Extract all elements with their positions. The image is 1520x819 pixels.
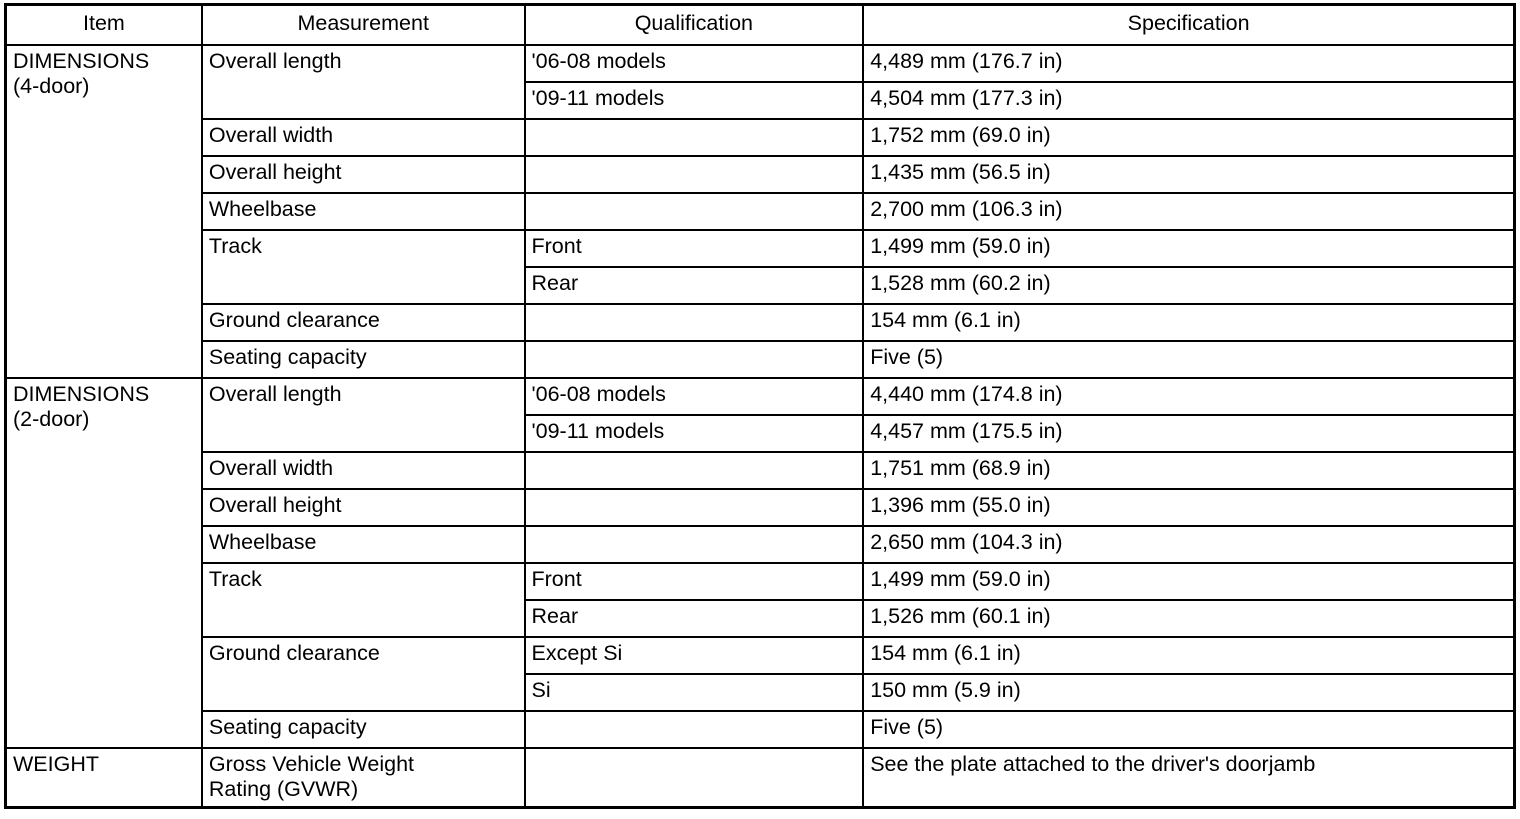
table-row bbox=[6, 637, 1515, 674]
qualification-cell: '06-08 models bbox=[525, 378, 864, 415]
table-row bbox=[6, 711, 1515, 748]
specification-cell: Five (5) bbox=[863, 341, 1514, 378]
qualification-cell: Rear bbox=[525, 600, 864, 637]
measurement-wheelbase: Wheelbase bbox=[202, 526, 525, 563]
specification-cell: 154 mm (6.1 in) bbox=[863, 304, 1514, 341]
specification-cell: 4,489 mm (176.7 in) bbox=[863, 45, 1514, 82]
specification-cell: 1,499 mm (59.0 in) bbox=[863, 563, 1514, 600]
measurement-seating-capacity: Seating capacity bbox=[202, 711, 525, 748]
qualification-cell bbox=[525, 156, 864, 193]
specification-cell: 154 mm (6.1 in) bbox=[863, 637, 1514, 674]
item-label-line2: (2-door) bbox=[13, 406, 90, 431]
table-row bbox=[6, 341, 1515, 378]
item-label-line1: DIMENSIONS bbox=[13, 381, 150, 406]
measurement-overall-length: Overall length bbox=[202, 378, 525, 452]
qualification-cell: Except Si bbox=[525, 637, 864, 674]
measurement-overall-width: Overall width bbox=[202, 119, 525, 156]
qualification-cell: Si bbox=[525, 674, 864, 711]
table-row bbox=[6, 156, 1515, 193]
qualification-cell bbox=[525, 526, 864, 563]
measurement-gvwr bbox=[202, 748, 525, 808]
specification-cell: 1,435 mm (56.5 in) bbox=[863, 156, 1514, 193]
measurement-track: Track bbox=[202, 563, 525, 637]
qualification-cell: '06-08 models bbox=[525, 45, 864, 82]
specification-cell: 4,504 mm (177.3 in) bbox=[863, 82, 1514, 119]
item-dimensions-4door bbox=[6, 45, 202, 378]
specification-cell: 4,440 mm (174.8 in) bbox=[863, 378, 1514, 415]
qualification-cell bbox=[525, 489, 864, 526]
table-row bbox=[6, 304, 1515, 341]
table-row bbox=[6, 230, 1515, 267]
column-header-item: Item bbox=[6, 5, 202, 45]
measurement-wheelbase: Wheelbase bbox=[202, 193, 525, 230]
specification-cell: 1,526 mm (60.1 in) bbox=[863, 600, 1514, 637]
measurement-label-line2: Rating (GVWR) bbox=[208, 776, 359, 801]
specification-cell: 1,499 mm (59.0 in) bbox=[863, 230, 1514, 267]
measurement-overall-length: Overall length bbox=[202, 45, 525, 119]
vehicle-specification-table bbox=[4, 3, 1516, 809]
column-header-qualification: Qualification bbox=[525, 5, 864, 45]
qualification-cell bbox=[525, 748, 864, 808]
measurement-ground-clearance: Ground clearance bbox=[202, 304, 525, 341]
specification-cell: 150 mm (5.9 in) bbox=[863, 674, 1514, 711]
measurement-overall-width: Overall width bbox=[202, 452, 525, 489]
qualification-cell: Front bbox=[525, 563, 864, 600]
qualification-cell bbox=[525, 341, 864, 378]
column-header-measurement: Measurement bbox=[202, 5, 525, 45]
table-row bbox=[6, 489, 1515, 526]
item-dimensions-2door bbox=[6, 378, 202, 748]
table-row bbox=[6, 119, 1515, 156]
specification-table-page bbox=[0, 3, 1520, 819]
table-row bbox=[6, 45, 1515, 82]
qualification-cell: Rear bbox=[525, 267, 864, 304]
item-label-line1: DIMENSIONS bbox=[13, 48, 150, 73]
qualification-cell: Front bbox=[525, 230, 864, 267]
specification-cell: Five (5) bbox=[863, 711, 1514, 748]
qualification-cell: '09-11 models bbox=[525, 415, 864, 452]
measurement-label-line1: Gross Vehicle Weight bbox=[208, 751, 415, 776]
item-weight: WEIGHT bbox=[6, 748, 202, 808]
item-label-line2: (4-door) bbox=[13, 73, 90, 98]
specification-cell: 1,528 mm (60.2 in) bbox=[863, 267, 1514, 304]
qualification-cell bbox=[525, 452, 864, 489]
qualification-cell bbox=[525, 304, 864, 341]
table-row bbox=[6, 452, 1515, 489]
qualification-cell: '09-11 models bbox=[525, 82, 864, 119]
measurement-seating-capacity: Seating capacity bbox=[202, 341, 525, 378]
qualification-cell bbox=[525, 711, 864, 748]
column-header-specification: Specification bbox=[863, 5, 1514, 45]
table-header-row bbox=[6, 5, 1515, 45]
specification-cell: 1,751 mm (68.9 in) bbox=[863, 452, 1514, 489]
specification-cell: See the plate attached to the driver's doorjamb bbox=[863, 748, 1514, 808]
measurement-ground-clearance: Ground clearance bbox=[202, 637, 525, 711]
measurement-track: Track bbox=[202, 230, 525, 304]
qualification-cell bbox=[525, 119, 864, 156]
specification-cell: 1,396 mm (55.0 in) bbox=[863, 489, 1514, 526]
table-row bbox=[6, 748, 1515, 808]
measurement-overall-height: Overall height bbox=[202, 489, 525, 526]
specification-cell: 2,700 mm (106.3 in) bbox=[863, 193, 1514, 230]
table-row bbox=[6, 378, 1515, 415]
specification-cell: 2,650 mm (104.3 in) bbox=[863, 526, 1514, 563]
qualification-cell bbox=[525, 193, 864, 230]
table-row bbox=[6, 563, 1515, 600]
specification-cell: 4,457 mm (175.5 in) bbox=[863, 415, 1514, 452]
table-row bbox=[6, 193, 1515, 230]
table-row bbox=[6, 526, 1515, 563]
specification-cell: 1,752 mm (69.0 in) bbox=[863, 119, 1514, 156]
measurement-overall-height: Overall height bbox=[202, 156, 525, 193]
